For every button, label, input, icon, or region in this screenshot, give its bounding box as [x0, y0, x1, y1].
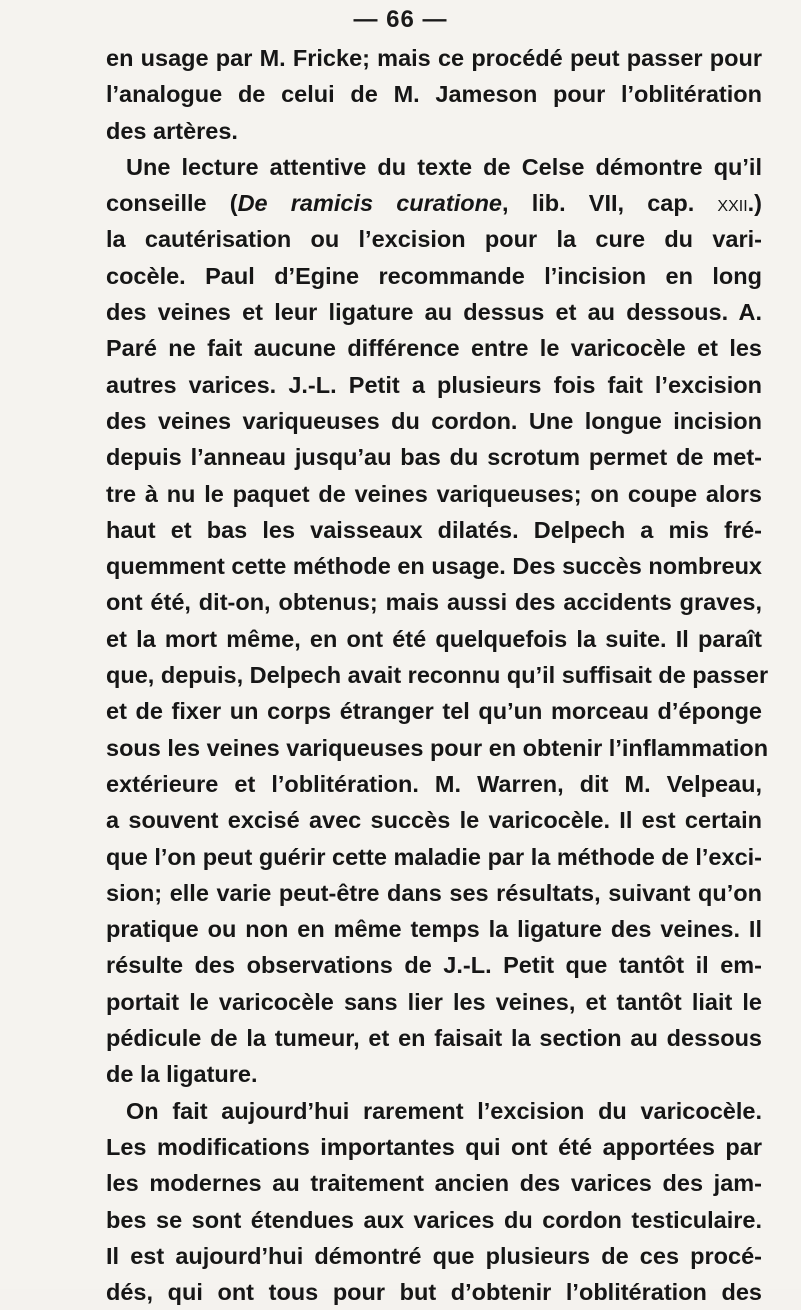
text-line: que, depuis, Delpech avait reconnu qu’il suffisait de passer — [106, 662, 769, 689]
text-line: sion; elle varie peut-être dans ses résultats, suivant qu’on — [106, 879, 762, 906]
text-line: Paré ne fait aucune différence entre le varicocèle et les — [106, 335, 762, 362]
text-line: ont été, dit-on, obtenus; mais aussi des accidents graves, — [106, 589, 762, 616]
text-line: On fait aujourd’hui rarement l’excision du varicocèle. — [126, 1097, 762, 1124]
text-line: les modernes au traitement ancien des varices des jam- — [106, 1170, 762, 1197]
text-line: et de fixer un corps étranger tel qu’un morceau d’éponge — [106, 698, 762, 725]
citation-chapter: xxii — [717, 190, 748, 217]
text-line: haut et bas les vaisseaux dilatés. Delpech a mis fré- — [106, 516, 762, 543]
text-line: cocèle. Paul d’Egine recommande l’incision en long — [106, 262, 762, 289]
text-line: et la mort même, en ont été quelquefois la suite. Il paraît — [106, 625, 762, 652]
citation-lead: conseille ( — [106, 190, 238, 217]
text-line: a souvent excisé avec succès le varicocèle. Il est certain — [106, 807, 762, 834]
text-line: Il est aujourd’hui démontré que plusieurs de ces procé- — [106, 1242, 762, 1269]
text-line: autres varices. J.-L. Petit a plusieurs fois fait l’excision — [106, 371, 762, 398]
text-line: en usage par M. Fricke; mais ce procédé peut passer pour — [106, 45, 762, 71]
text-line: des veines variqueuses du cordon. Une longue incision — [106, 407, 762, 434]
text-line: des artères. — [106, 117, 238, 144]
text-line-citation — [106, 185, 762, 221]
page-number: — 66 — — [353, 6, 448, 33]
text-line: sous les veines variqueuses pour en obtenir l’inflammation — [106, 734, 769, 761]
text-line: des veines et leur ligature au dessus et au dessous. A. — [106, 299, 762, 326]
body-text — [106, 40, 769, 1310]
text-line: pédicule de la tumeur, et en faisait la section au dessous — [106, 1025, 762, 1052]
text-line: l’analogue de celui de M. Jameson pour l’oblitération — [106, 81, 762, 108]
citation-rest: , lib. VII, cap. — [502, 190, 718, 217]
text-line: résulte des observations de J.-L. Petit que tantôt il em- — [106, 952, 762, 979]
text-line: pratique ou non en même temps la ligature des veines. Il — [106, 916, 762, 943]
text-line: quemment cette méthode en usage. Des succès nombreux — [106, 553, 762, 580]
citation-close: .) — [747, 190, 762, 217]
text-line: Une lecture attentive du texte de Celse démontre qu’il — [126, 153, 762, 180]
text-line: de la ligature. — [106, 1061, 258, 1088]
text-line: depuis l’anneau jusqu’au bas du scrotum permet de met- — [106, 444, 762, 471]
text-line: que l’on peut guérir cette maladie par la méthode de l’exci- — [106, 843, 762, 870]
text-line: extérieure et l’oblitération. M. Warren, dit M. Velpeau, — [106, 770, 762, 797]
text-line: portait le varicocèle sans lier les veines, et tantôt liait le — [106, 988, 762, 1015]
text-line: la cautérisation ou l’excision pour la cure du vari- — [106, 226, 762, 253]
text-line: tre à nu le paquet de veines variqueuses; on coupe alors — [106, 480, 762, 507]
text-line: dés, qui ont tous pour but d’obtenir l’oblitération des — [106, 1279, 762, 1306]
text-line: Les modifications importantes qui ont été apportées par — [106, 1133, 762, 1160]
citation-title: De ramicis curatione — [237, 190, 503, 217]
text-line: bes se sont étendues aux varices du cordon testiculaire. — [106, 1206, 762, 1233]
